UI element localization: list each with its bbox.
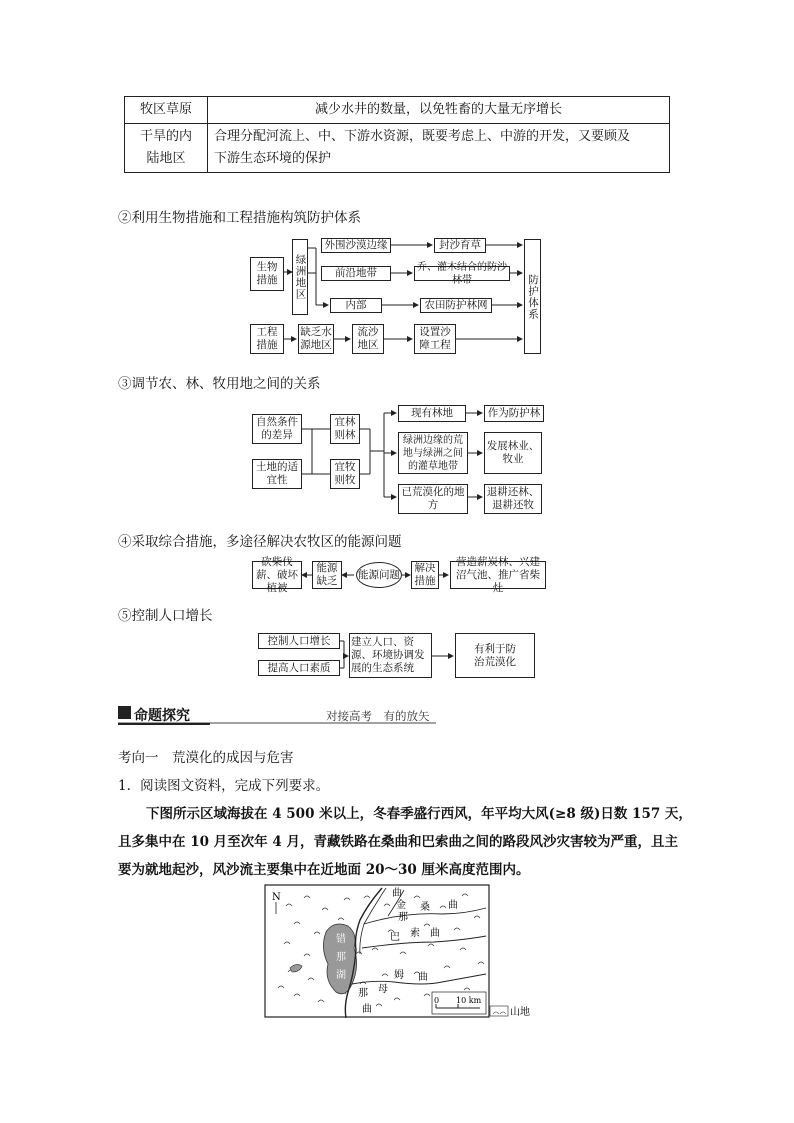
box-eng: 工程措施 — [250, 324, 284, 354]
explore-title: 命题探究 — [134, 708, 190, 724]
measure-line: 下游生态环境的保护 — [214, 151, 332, 166]
box-problem: 能源问题 — [356, 562, 402, 588]
box-lackwater: 缺乏水源地区 — [298, 324, 334, 354]
river-label: 巴 — [390, 932, 400, 943]
section-marker-icon — [118, 706, 131, 719]
box-natural: 自然条件的差异 — [252, 414, 302, 444]
box-shrub: 乔、灌木结合的防沙林带 — [414, 266, 510, 281]
river-label: 曲 — [448, 900, 458, 911]
box-land: 土地的适宜性 — [252, 459, 302, 489]
section5-heading: ⑤控制人口增长 — [118, 608, 213, 624]
box-bio: 生物措施 — [250, 257, 284, 291]
section2-heading: ②利用生物措施和工程措施构筑防护体系 — [118, 210, 361, 226]
passage-line: 下图所示区域海拔在 4 500 米以上，冬春季盛行西风，年平均大风(≥8 级)日数 157 天， — [146, 806, 692, 822]
box-build: 建立人口、资源、环境协调发展的生态系统 — [349, 633, 432, 678]
box-front: 前沿地带 — [321, 266, 391, 281]
box-pasture: 宜牧则牧 — [330, 459, 360, 489]
explore-subtitle: 对接高考 有的放矢 — [326, 709, 430, 723]
measure-line: 合理分配河流上、中、下游水资源，既要考虑上、中游的开发，又要顾及 — [214, 129, 631, 144]
river-label: 曲 — [430, 928, 440, 939]
box-lack: 能源缺乏 — [312, 561, 342, 589]
box-seal: 封沙育草 — [434, 238, 486, 253]
lake-label: 那 — [336, 952, 346, 963]
box-outer: 外围沙漠边缘 — [321, 238, 391, 253]
scale-ten: 10 km — [456, 996, 482, 1005]
box-inner: 内部 — [330, 298, 382, 313]
box-energy-measures: 营造薪炭林、兴建沼气池、推广省柴灶 — [450, 561, 546, 589]
river-label: 那 — [398, 912, 408, 923]
box-sandflow: 流沙地区 — [352, 324, 384, 354]
box-system: 防护体系 — [524, 239, 541, 354]
box-farm: 农田防护林网 — [420, 298, 492, 313]
river-label: 母 — [378, 984, 388, 995]
direction-heading: 考向一 荒漠化的成因与危害 — [118, 750, 294, 766]
legend-label: 山地 — [510, 1007, 530, 1018]
box-control: 控制人口增长 — [258, 633, 340, 649]
river-label: 金 — [396, 900, 406, 911]
box-return: 退耕还林、退耕还牧 — [484, 484, 542, 514]
box-barrier: 设置沙障工程 — [414, 324, 456, 354]
river-label: 曲 — [392, 888, 402, 899]
box-develop: 发展林业、牧业 — [484, 432, 542, 474]
box-desertified: 已荒漠化的地方 — [398, 484, 468, 514]
river-label: 姆 — [394, 970, 404, 981]
scale-zero: 0 — [434, 996, 440, 1005]
legend-mountain-icon — [490, 1006, 508, 1016]
box-asprotect: 作为防护林 — [484, 405, 544, 422]
box-oasis: 绿洲地区 — [292, 239, 308, 315]
passage-line: 要为就地起沙，风沙流主要集中在近地面 20～30 厘米高度范围内。 — [118, 862, 530, 878]
section3-heading: ③调节农、林、牧用地之间的关系 — [118, 376, 321, 392]
box-edge: 绿洲边缘的荒地与绿洲之间的灌草地带 — [398, 432, 468, 474]
region-map — [264, 884, 540, 1022]
box-benefit: 有利于防治荒漠化 — [455, 633, 535, 678]
section4-heading: ④采取综合措施，多途径解决农牧区的能源问题 — [118, 534, 402, 550]
box-existing: 现有林地 — [398, 405, 466, 422]
region-line: 陆地区 — [146, 151, 186, 166]
box-solve: 解决措施 — [411, 561, 439, 589]
lake-label: 错 — [336, 934, 346, 945]
box-cut: 砍柴伐薪、破坏植被 — [252, 561, 302, 589]
measure-cell: 减少水井的数量，以免牲畜的大量无序增长 — [208, 97, 670, 124]
river-label: 桑 — [420, 902, 430, 913]
river-label: 曲 — [362, 1004, 372, 1015]
box-forest: 宜林则林 — [330, 414, 360, 444]
box-quality: 提高人口素质 — [258, 660, 340, 676]
river-label: 索 — [410, 928, 420, 939]
north-label: N — [272, 892, 281, 903]
lake-label: 湖 — [336, 970, 346, 981]
river-label: 那 — [358, 988, 368, 999]
region-cell: 牧区草原 — [125, 97, 208, 124]
river-label: 曲 — [418, 972, 428, 983]
question-intro: 1．阅读图文资料，完成下列要求。 — [118, 778, 330, 794]
region-line: 干旱的内 — [139, 129, 192, 144]
passage-line: 且多集中在 10 月至次年 4 月，青藏铁路在桑曲和巴索曲之间的路段风沙灾害较为严重，且主 — [118, 834, 678, 850]
